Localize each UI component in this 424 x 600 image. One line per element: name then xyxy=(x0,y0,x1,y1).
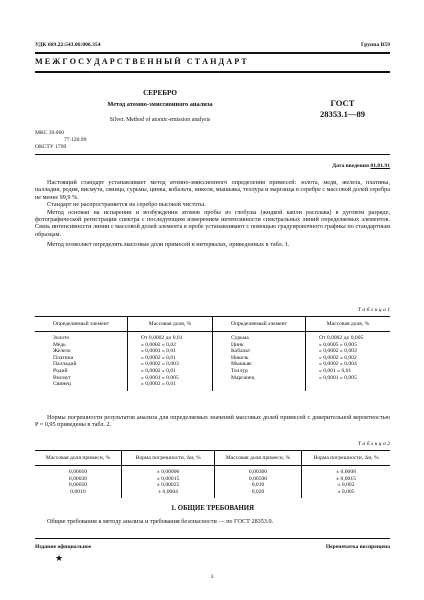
banner: М Е Ж Г О С У Д А Р С Т В Е Н Н Ы Й С Т А Н Д А Р Т xyxy=(35,57,247,66)
element-cell: Марганец xyxy=(213,375,306,382)
gost-label: ГОСТ xyxy=(330,98,355,108)
okstu-code: ОКСТУ 1709 xyxy=(35,144,67,150)
table-row xyxy=(35,342,390,349)
udk-code: УДК 669.22:543.06:006.354 xyxy=(35,42,101,48)
intro-date-value: 01.01.91 xyxy=(370,163,390,169)
official-edition: Издание официальное xyxy=(35,544,92,550)
intro-date-label: Дата введения xyxy=(332,163,370,169)
element-cell: Сурьма xyxy=(213,332,306,342)
range-cell: » 0,0001 » 0,01 xyxy=(128,348,213,355)
table1-caption: Т а б л и ц а 1 xyxy=(357,307,390,313)
range-cell: » 0,0002 » 0,003 xyxy=(306,348,391,355)
section-text xyxy=(35,518,390,525)
table-row xyxy=(35,375,390,382)
element-cell: Кобальт xyxy=(213,348,306,355)
table-row xyxy=(35,489,390,499)
element-cell: Цинк xyxy=(213,342,306,349)
error-norm-cell: ± 0,0008 xyxy=(302,466,391,476)
range-cell: » 0,0002 » 0,02 xyxy=(128,342,213,349)
range-cell: » 0,0002 » 0,003 xyxy=(128,361,213,368)
element-cell: Железо xyxy=(53,348,71,355)
mks-code-2: 77.120.99 xyxy=(64,137,87,143)
range-cell: От 0,0002 до 0,005 xyxy=(306,332,391,342)
element-cell: Палладий xyxy=(53,361,77,368)
range-cell: » 0,0002 » 0,004 xyxy=(306,361,391,368)
group-code: Группа В59 xyxy=(360,42,390,48)
mass-fraction-cell: 0,00030 xyxy=(68,475,88,482)
doc-subtitle: Метод атомно-эмиссионного анализа xyxy=(107,101,213,108)
range-cell xyxy=(306,381,391,391)
mass-fraction-cell: 0,020 xyxy=(215,489,302,499)
banner-rule xyxy=(35,71,390,73)
table-row xyxy=(35,381,390,391)
doc-title: СЕРЕБРО xyxy=(143,89,177,97)
reprint-prohibited: Перепечатка воспрещена xyxy=(325,544,390,550)
body-text xyxy=(35,179,390,249)
mass-fraction-cell: 0,0010 xyxy=(70,488,86,495)
table-row xyxy=(35,466,390,476)
footer-rule xyxy=(35,538,390,539)
range-cell: » 0,0005 » 0,005 xyxy=(306,342,391,349)
table2-header: Норма погрешности, Δн, % xyxy=(122,451,215,466)
table-row xyxy=(35,482,390,489)
paragraph-exclusion: Стандарт не распространяется на серебро высокой чистоты. xyxy=(47,201,206,209)
table-row xyxy=(35,368,390,375)
table-row xyxy=(35,355,390,362)
error-norm-cell: ± 0,002 xyxy=(302,482,391,489)
table-row xyxy=(35,476,390,483)
star-icon: ★ xyxy=(55,553,64,563)
table-row xyxy=(35,361,390,368)
element-cell: Теллур xyxy=(213,368,306,375)
element-cell: Золото xyxy=(53,335,70,341)
section-heading: 1. ОБЩИЕ ТРЕБОВАНИЯ xyxy=(170,505,254,512)
mks-code-1: МКС 39.060 xyxy=(35,130,65,136)
codes-rule xyxy=(35,154,390,155)
gost-number: 28353.1—89 xyxy=(319,109,366,119)
element-cell: Висмут xyxy=(53,374,71,381)
paragraph-method: Метод основан на испарении и возбуждении атомов пробы из глобулы (жидкой капли расплава) в дуговом разряде, фотографической регистрации спектра с последующим измерением интенсивности спектральных линий определяемых элементов. Связь интенсивности линии с массовой долей элемента в пробе устанавливают с помощью градуировочного графика по стандартным образцам. xyxy=(35,208,390,238)
table1 xyxy=(35,317,390,391)
doc-english-title: Silver. Method of atomic-emission analysis xyxy=(109,117,211,123)
table-row xyxy=(35,348,390,355)
table2-header-row xyxy=(35,451,390,466)
top-rule xyxy=(35,52,390,54)
error-norm-cell: ± 0,0015 xyxy=(302,476,391,483)
range-cell: » 0,0002 » 0,002 xyxy=(306,355,391,362)
paragraph-accuracy: Нормы погрешности результатов анализа для определяемых значений массовых долей примесей с доверительной вероятностью P = 0,95 приведены в табл. 2. xyxy=(35,414,390,429)
table1-header: Массовая доля, % xyxy=(128,317,213,332)
range-cell: » 0,001 » 0,01 xyxy=(306,368,391,375)
range-cell: » 0,0002 » 0,01 xyxy=(128,355,213,362)
error-norm-cell: ± 0,005 xyxy=(302,489,391,499)
table2-header: Норма погрешности, Δн, % xyxy=(302,451,391,466)
error-norm-cell: ± 0,00025 xyxy=(122,482,215,489)
error-norm-cell: ± 0,00015 xyxy=(122,476,215,483)
element-cell: Родий xyxy=(53,367,68,374)
table2-header: Массовая доля примеси, % xyxy=(35,451,122,466)
range-cell: » 0,0002 » 0,01 xyxy=(128,368,213,375)
mass-fraction-cell: 0,00500 xyxy=(215,476,302,483)
table1-header: Массовая доля, % xyxy=(306,317,391,332)
mass-fraction-cell: 0,00010 xyxy=(68,469,88,475)
accuracy-text xyxy=(35,414,390,429)
page-number: 3 xyxy=(210,574,214,580)
table2-header: Массовая доля примеси, % xyxy=(215,451,302,466)
range-cell: » 0,0001 » 0,005 xyxy=(128,375,213,382)
table1-header: Определяемый элемент xyxy=(213,317,306,332)
mass-fraction-cell: 0,00050 xyxy=(68,482,88,489)
mass-fraction-cell: 0,010 xyxy=(215,482,302,489)
intro-date xyxy=(332,163,390,170)
error-norm-cell: ± 0,0004 xyxy=(122,489,215,499)
table-row xyxy=(35,332,390,342)
element-cell: Платина xyxy=(53,354,74,361)
paragraph-scope: Настоящий стандарт устанавливает метод атомно-эмиссионного определения примесей: золота, меди, железа, платины, палладия, родия, висмута, свинца, сурьмы, цинка, кобальта, никеля, мышьяка, теллура и марганца в серебре с массовой долей серебра не менее 99,9 %. xyxy=(35,179,390,201)
element-cell: Свинец xyxy=(53,381,71,388)
table2-caption: Т а б л и ц а 2 xyxy=(357,441,390,447)
range-cell: » 0,0002 » 0,01 xyxy=(128,381,213,391)
element-cell xyxy=(213,381,306,391)
table1-header-row xyxy=(35,317,390,332)
element-cell: Мышьяк xyxy=(213,361,306,368)
mass-fraction-cell: 0,00300 xyxy=(215,466,302,476)
element-cell: Медь xyxy=(53,341,66,348)
range-cell: От 0,0002 до 0,01 xyxy=(128,332,213,342)
table1-header: Определяемый элемент xyxy=(35,317,128,332)
element-cell: Никель xyxy=(213,355,306,362)
table2 xyxy=(35,451,390,498)
paragraph-ranges: Метод позволяет определять массовые доли примесей в интервалах, приведенных в табл. 1. xyxy=(47,241,290,249)
paragraph-general-requirements: Общие требования к методу анализа и требования безопасности — по ГОСТ 28353.0. xyxy=(47,518,274,525)
range-cell: » 0,0001 » 0,005 xyxy=(306,375,391,382)
error-norm-cell: ± 0,00006 xyxy=(122,466,215,476)
